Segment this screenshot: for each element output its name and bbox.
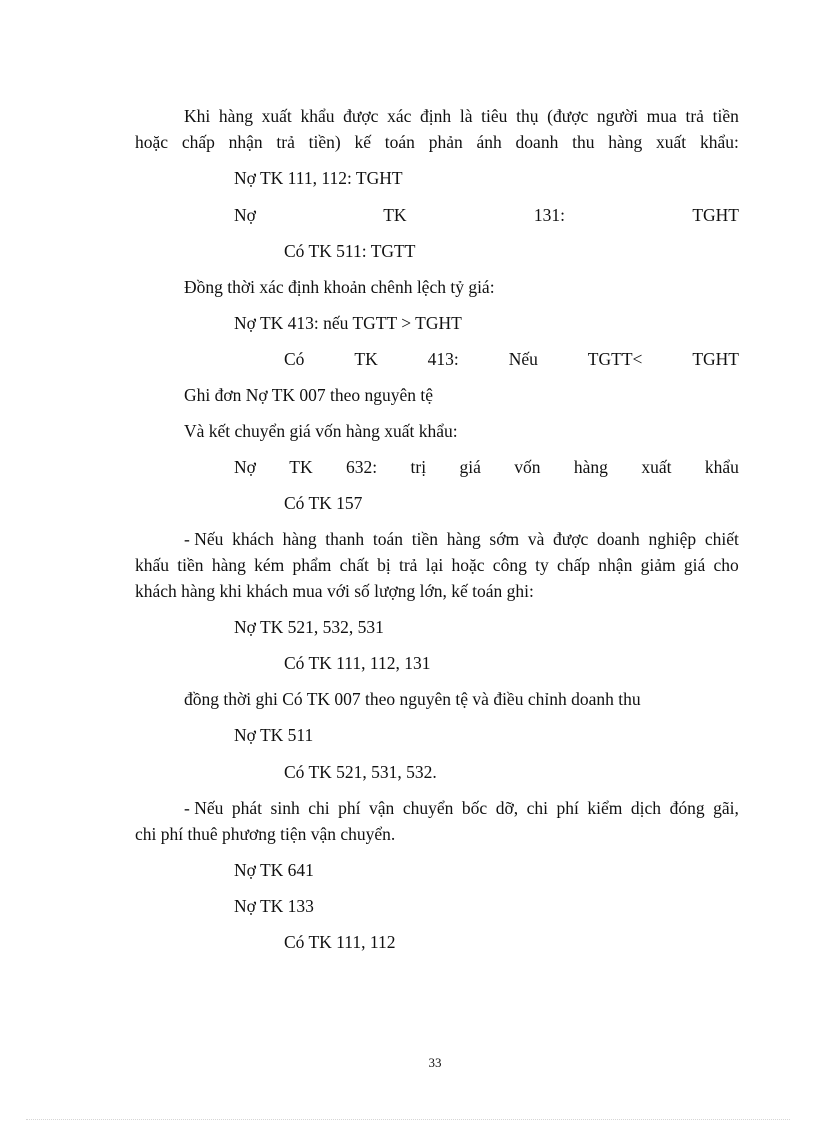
word: lại bbox=[425, 555, 444, 575]
word: giá bbox=[459, 457, 481, 477]
word: vốn bbox=[514, 457, 541, 477]
word: khấu bbox=[135, 555, 170, 575]
word: xác bbox=[387, 106, 412, 126]
word: tiền bbox=[177, 555, 204, 575]
word: (được bbox=[547, 106, 589, 126]
word: phí bbox=[338, 798, 361, 818]
word: chất bbox=[339, 555, 369, 575]
word: công bbox=[492, 555, 527, 575]
word: được bbox=[343, 106, 379, 126]
entry-line bbox=[234, 205, 739, 225]
entry-line: Có TK 521, 531, 532. bbox=[284, 762, 437, 782]
word: xuất bbox=[261, 106, 292, 126]
word: khách bbox=[232, 529, 274, 549]
word: TK bbox=[383, 205, 407, 225]
paragraph-line: Đồng thời xác định khoản chênh lệch tỷ giá: bbox=[184, 277, 495, 297]
word: tiền) bbox=[308, 132, 341, 152]
word: tiền bbox=[712, 106, 739, 126]
word: 632: bbox=[346, 457, 378, 477]
paragraph-line: Và kết chuyển giá vốn hàng xuất khẩu: bbox=[184, 421, 458, 441]
word: 413: bbox=[427, 349, 459, 369]
word: sinh bbox=[270, 798, 300, 818]
word: hàng bbox=[573, 457, 608, 477]
word: khẩu: bbox=[699, 132, 739, 152]
entry-line: Nợ TK 511 bbox=[234, 725, 314, 745]
entry-line: Có TK 511: TGTT bbox=[284, 241, 416, 261]
word: hàng bbox=[218, 106, 253, 126]
word: trả bbox=[276, 132, 295, 152]
word: mua bbox=[646, 106, 677, 126]
word: khẩu bbox=[300, 106, 335, 126]
word: - Nếu bbox=[184, 798, 224, 818]
paragraph-line: đồng thời ghi Có TK 007 theo nguyên tệ và điều chỉnh doanh thu bbox=[184, 689, 641, 709]
word: tiêu bbox=[481, 106, 508, 126]
word: thụ bbox=[516, 106, 539, 126]
entry-line: Nợ TK 521, 532, 531 bbox=[234, 617, 384, 637]
word: - Nếu bbox=[184, 529, 224, 549]
word: Có bbox=[284, 349, 305, 369]
word: sớm bbox=[489, 529, 520, 549]
word: bị bbox=[377, 555, 391, 575]
paragraph-line bbox=[184, 529, 739, 549]
word: ty bbox=[535, 555, 549, 575]
word: chấp bbox=[181, 132, 215, 152]
entry-line bbox=[284, 349, 739, 369]
word: ánh bbox=[476, 132, 502, 152]
word: chiết bbox=[704, 529, 739, 549]
word: TGTT< bbox=[587, 349, 643, 369]
word: chi bbox=[526, 798, 548, 818]
word: giá bbox=[683, 555, 706, 575]
word: dịch bbox=[630, 798, 662, 818]
entry-line: Nợ TK 111, 112: TGHT bbox=[234, 168, 403, 188]
word: hàng bbox=[282, 529, 317, 549]
page-number: 33 bbox=[428, 1055, 442, 1070]
word: giảm bbox=[640, 555, 676, 575]
word: thu bbox=[572, 132, 595, 152]
word: TK bbox=[289, 457, 313, 477]
word: tiền bbox=[411, 529, 438, 549]
word: đóng bbox=[669, 798, 705, 818]
paragraph-line bbox=[135, 132, 739, 152]
word: chấp bbox=[556, 555, 591, 575]
word: người bbox=[596, 106, 638, 126]
word: nhận bbox=[598, 555, 633, 575]
footer-divider bbox=[26, 1119, 790, 1120]
paragraph-line: khách hàng khi khách mua với số lượng lớn, kế toán ghi: bbox=[135, 581, 534, 601]
paragraph-line bbox=[184, 106, 739, 126]
word: phản bbox=[428, 132, 463, 152]
word: gãi, bbox=[713, 798, 739, 818]
paragraph-line: Ghi đơn Nợ TK 007 theo nguyên tệ bbox=[184, 385, 434, 405]
word: chi bbox=[308, 798, 330, 818]
entry-line: Nợ TK 413: nếu TGTT > TGHT bbox=[234, 313, 462, 333]
word: hoặc bbox=[451, 555, 485, 575]
word: nghiệp bbox=[648, 529, 697, 549]
word: phát bbox=[231, 798, 263, 818]
paragraph-line bbox=[135, 555, 739, 575]
word: Khi bbox=[184, 106, 211, 126]
word: xuất bbox=[641, 457, 672, 477]
entry-line: Nợ TK 133 bbox=[234, 896, 314, 916]
entry-line: Có TK 111, 112 bbox=[284, 932, 396, 952]
word: Nếu bbox=[508, 349, 538, 369]
word: hoặc bbox=[135, 132, 169, 152]
word: 131: bbox=[533, 205, 566, 225]
word: được bbox=[553, 529, 589, 549]
word: định bbox=[420, 106, 452, 126]
word: khẩu bbox=[704, 457, 739, 477]
word: trả bbox=[398, 555, 418, 575]
word: toán bbox=[372, 529, 404, 549]
word: dỡ, bbox=[495, 798, 519, 818]
word: phí bbox=[556, 798, 579, 818]
word: Nợ bbox=[234, 205, 256, 225]
word: trị bbox=[410, 457, 427, 477]
word: bốc bbox=[461, 798, 488, 818]
word: kế bbox=[354, 132, 372, 152]
paragraph-line bbox=[184, 798, 739, 818]
word: chuyển bbox=[402, 798, 454, 818]
word: và bbox=[527, 529, 545, 549]
word: Nợ bbox=[234, 457, 256, 477]
word: hàng bbox=[608, 132, 643, 152]
entry-line: Có TK 111, 112, 131 bbox=[284, 653, 431, 673]
word: doanh bbox=[597, 529, 640, 549]
word: kém bbox=[254, 555, 285, 575]
word: TK bbox=[354, 349, 378, 369]
word: hàng bbox=[211, 555, 246, 575]
word: trả bbox=[685, 106, 704, 126]
entry-line: Nợ TK 641 bbox=[234, 860, 314, 880]
word: xuất bbox=[656, 132, 687, 152]
paragraph-line: chi phí thuê phương tiện vận chuyển. bbox=[135, 824, 396, 844]
word: TGHT bbox=[692, 205, 739, 225]
word: TGHT bbox=[692, 349, 739, 369]
word: toán bbox=[384, 132, 415, 152]
word: kiểm bbox=[587, 798, 623, 818]
word: thanh bbox=[325, 529, 365, 549]
word: phẩm bbox=[292, 555, 332, 575]
word: hàng bbox=[446, 529, 481, 549]
word: cho bbox=[713, 555, 739, 575]
entry-line bbox=[234, 457, 739, 477]
word: nhận bbox=[228, 132, 263, 152]
word: vận bbox=[369, 798, 395, 818]
word: doanh bbox=[515, 132, 559, 152]
word: là bbox=[459, 106, 473, 126]
entry-line: Có TK 157 bbox=[284, 493, 363, 513]
